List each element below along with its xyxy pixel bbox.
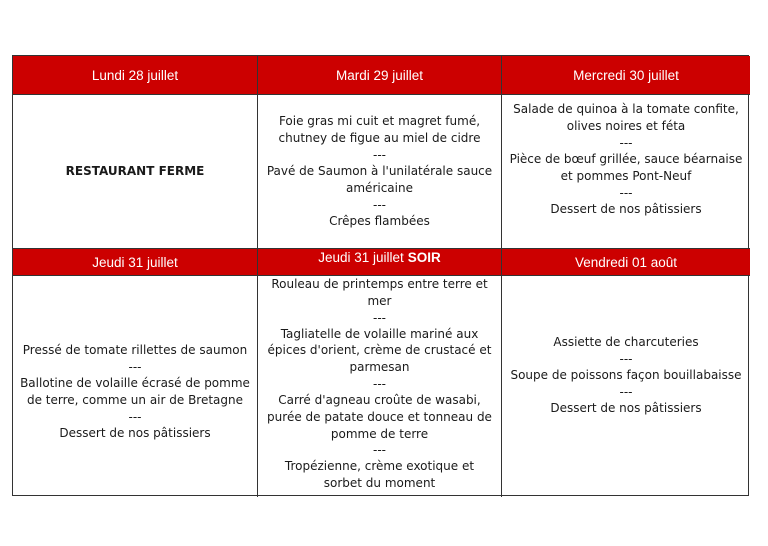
menu-item: Assiette de charcuteries [553, 335, 699, 349]
day-header-friday [502, 249, 750, 276]
menu-item: Dessert de nos pâtissiers [59, 425, 211, 440]
menu-item: Rouleau de printemps entre terre et mer [271, 277, 488, 308]
separator: --- [373, 310, 386, 325]
menu-item: Dessert de nos pâtissiers [550, 202, 702, 216]
separator: --- [373, 376, 386, 391]
day-header-thursday-evening [258, 249, 502, 276]
menu-thursday [13, 276, 258, 497]
menu-tuesday [258, 95, 502, 249]
menu-item: Ballotine de volaille écrasé de pomme de terre, comme un air de Bretagne [20, 375, 250, 407]
day-label: Lundi 28 juillet [91, 67, 179, 83]
menu-wednesday [502, 95, 750, 249]
evening-label: SOIR [407, 250, 441, 265]
menu-item: Soupe de poissons façon bouillabaisse [510, 368, 742, 382]
menu-item: Crêpes flambées [329, 214, 430, 228]
separator: --- [619, 136, 633, 150]
day-label: Vendredi 01 août [574, 254, 678, 270]
day-label: Jeudi 31 juillet [318, 250, 404, 265]
menu-item: Carré d'agneau croûte de wasabi, purée de patate douce et tonneau de pomme de terre [267, 392, 492, 441]
weekly-menu-table [12, 55, 749, 496]
day-header-tuesday [258, 56, 502, 95]
menu-item: Dessert de nos pâtissiers [550, 401, 702, 415]
menu-item: Tropézienne, crème exotique et sorbet du moment [284, 459, 475, 491]
day-label: Jeudi 31 juillet [92, 254, 178, 270]
separator: --- [619, 186, 633, 200]
separator: --- [128, 359, 142, 374]
menu-item: Salade de quinoa à la tomate confite, olives noires et féta [513, 102, 739, 133]
day-header-wednesday [502, 56, 750, 95]
day-header-thursday [13, 249, 258, 276]
menu-thursday-evening [258, 276, 502, 497]
separator: --- [373, 148, 386, 162]
separator: --- [373, 443, 386, 458]
separator: --- [128, 409, 142, 424]
menu-item: Pavé de Saumon à l'unilatérale sauce américaine [266, 164, 493, 195]
day-label: Mercredi 30 juillet [573, 67, 679, 83]
menu-item: Pressé de tomate rillettes de saumon [22, 342, 248, 357]
menu-item: Pièce de bœuf grillée, sauce béarnaise et pommes Pont-Neuf [509, 152, 743, 183]
day-label: Mardi 29 juillet [335, 67, 424, 83]
separator: --- [619, 352, 633, 366]
separator: --- [619, 385, 633, 399]
separator: --- [373, 198, 386, 212]
menu-monday [13, 95, 258, 249]
menu-item: Tagliatelle de volaille mariné aux épices d'orient, crème de crustacé et parmesan [267, 326, 492, 375]
day-header-monday [13, 56, 258, 95]
menu-item: Foie gras mi cuit et magret fumé, chutney de figue au miel de cidre [278, 114, 481, 145]
menu-friday [502, 276, 750, 497]
closed-notice: RESTAURANT FERME [65, 164, 205, 178]
